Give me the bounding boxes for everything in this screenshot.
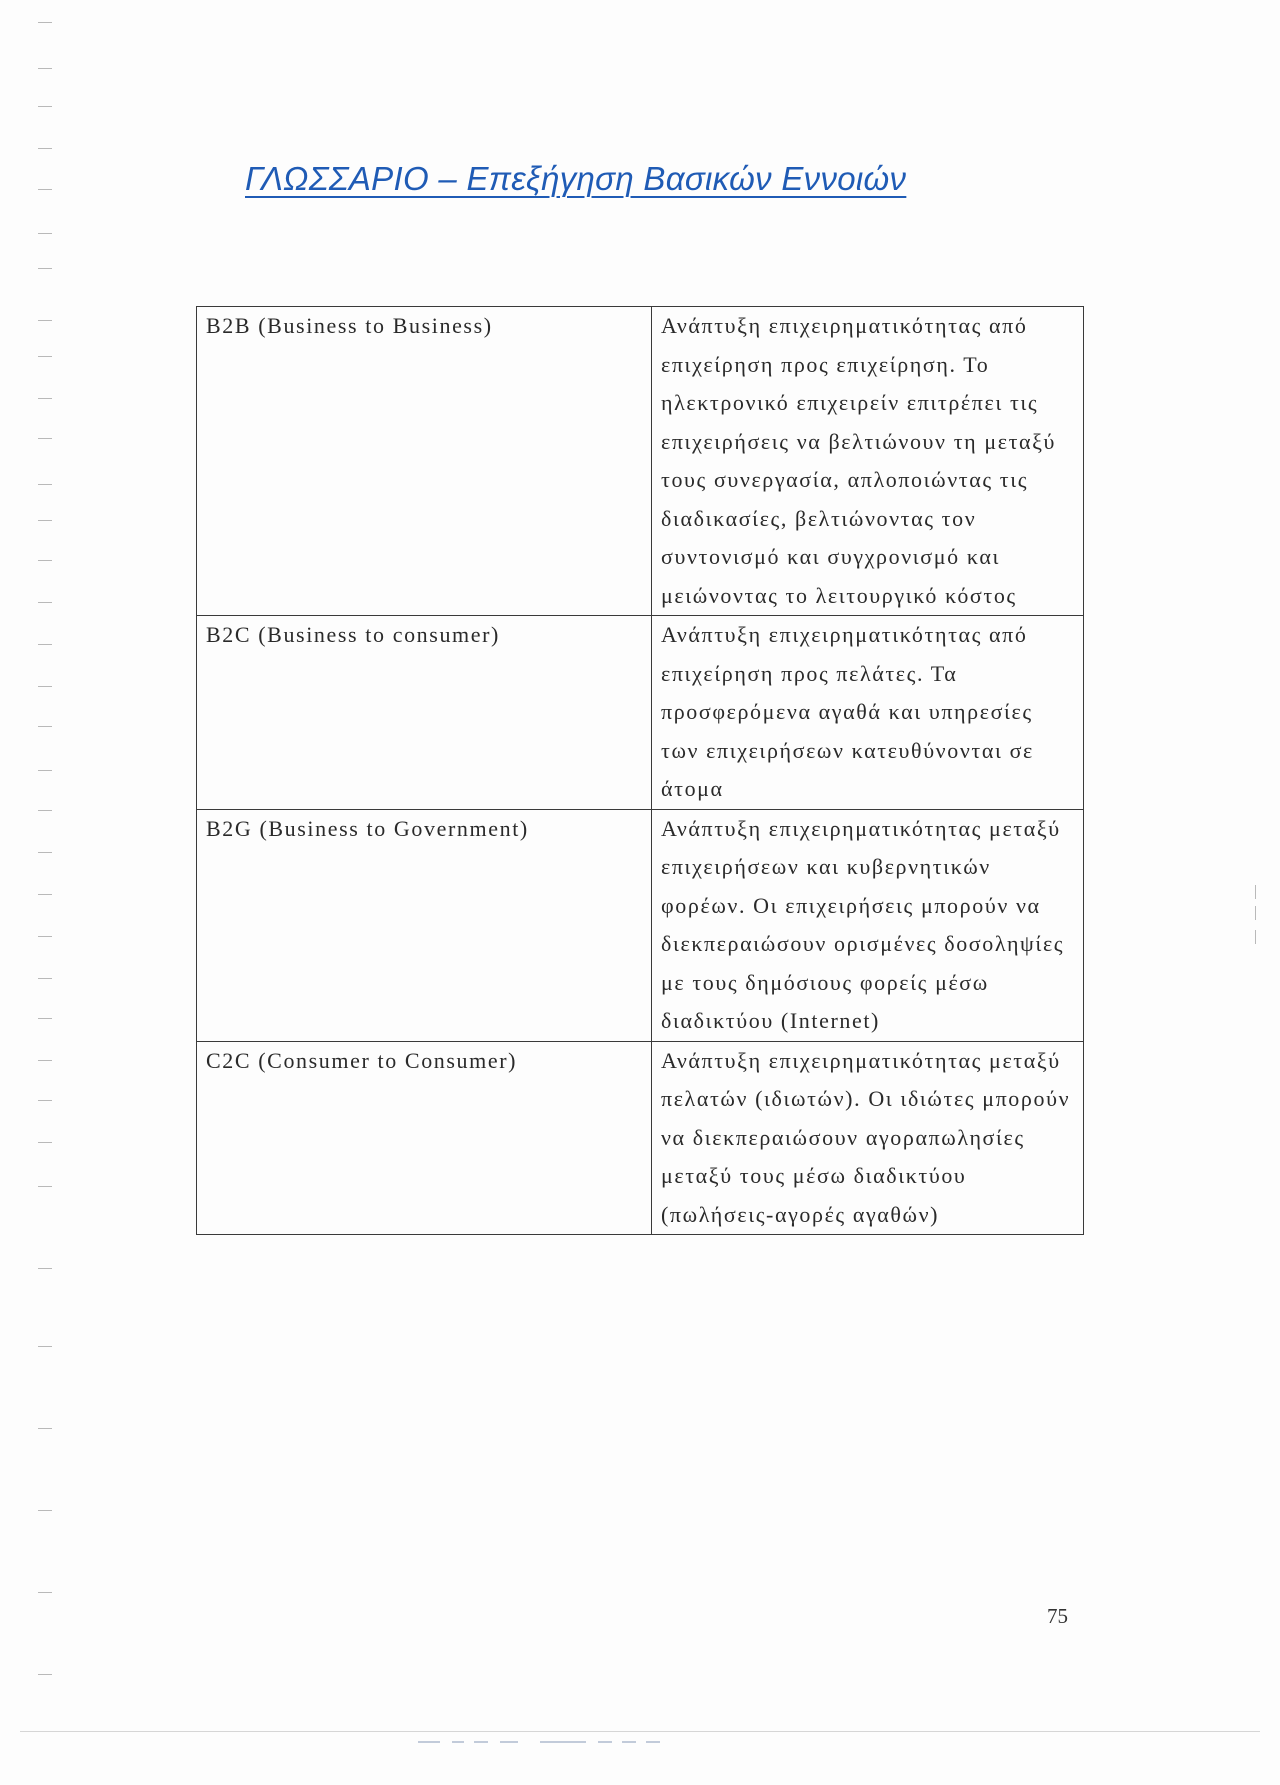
glossary-table <box>196 306 1084 1235</box>
glossary-term: B2C (Business to consumer) <box>197 616 652 810</box>
glossary-definition: Ανάπτυξη επιχειρηματικότητας μεταξύ επιχειρήσεων και κυβερνητικών φορέων. Οι επιχειρήσεις μπορούν να διεκπεραιώσουν ορισμένες δοσοληψίες με τους δημόσιους φορείς μέσω διαδικτύου (Internet) <box>652 809 1084 1041</box>
table-row <box>197 809 1084 1041</box>
glossary-definition: Ανάπτυξη επιχειρηματικότητας από επιχείρηση προς πελάτες. Τα προσφερόμενα αγαθά και υπηρεσίες των επιχειρήσεων κατευθύνονται σε άτομα <box>652 616 1084 810</box>
table-row <box>197 307 1084 616</box>
glossary-term: B2G (Business to Government) <box>197 809 652 1041</box>
table-row <box>197 1041 1084 1235</box>
table-row <box>197 616 1084 810</box>
glossary-term: B2B (Business to Business) <box>197 307 652 616</box>
footer-divider <box>20 1731 1260 1732</box>
glossary-term: C2C (Consumer to Consumer) <box>197 1041 652 1235</box>
glossary-definition: Ανάπτυξη επιχειρηματικότητας μεταξύ πελατών (ιδιωτών). Οι ιδιώτες μπορούν να διεκπεραιώσουν αγοραπωλησίες μεταξύ τους μέσω διαδικτύου (πωλήσεις-αγορές αγαθών) <box>652 1041 1084 1235</box>
glossary-definition: Ανάπτυξη επιχειρηματικότητας από επιχείρηση προς επιχείρηση. Το ηλεκτρονικό επιχειρείν επιτρέπει τις επιχειρήσεις να βελτιώνουν τη μεταξύ τους συνεργασία, απλοποιώντας τις διαδικασίες, βελτιώνοντας τον συντονισμό και συγχρονισμό και μειώνοντας το λειτουργικό κόστος <box>652 307 1084 616</box>
page-title: ΓΛΩΣΣΑΡΙΟ – Επεξήγηση Βασικών Εννοιών <box>245 160 907 197</box>
page-number: 75 <box>1047 1604 1068 1628</box>
